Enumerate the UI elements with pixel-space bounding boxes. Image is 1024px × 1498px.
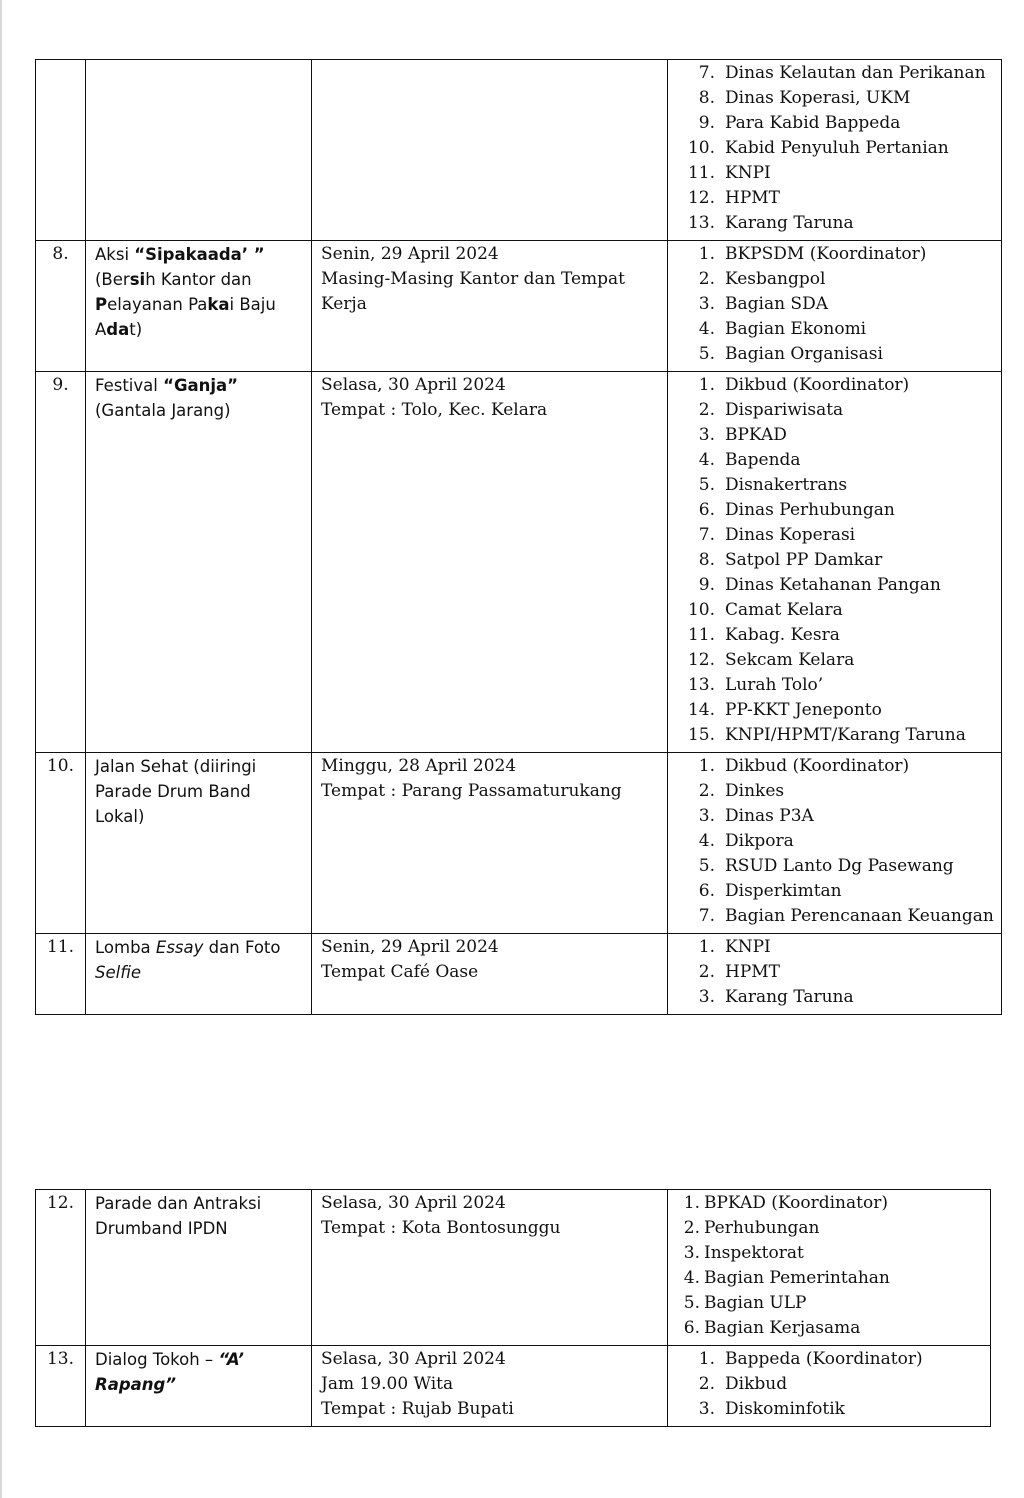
list-item-number: 1. xyxy=(698,1349,715,1369)
activity-cell xyxy=(86,934,312,1015)
list-item xyxy=(677,423,995,448)
list-item-number: 1. xyxy=(698,937,715,957)
list-item-number: 6. xyxy=(698,500,715,520)
row-number: 12. xyxy=(46,1193,75,1213)
list-item-label: Dinas P3A xyxy=(725,806,814,826)
list-item xyxy=(677,1241,984,1266)
time-place-line: Jam 19.00 Wita xyxy=(321,1374,454,1394)
list-item-label: Kabag. Kesra xyxy=(725,625,840,645)
list-item-number: 3. xyxy=(698,294,715,314)
list-item-number: 2. xyxy=(698,962,715,982)
executor-list xyxy=(677,1347,984,1422)
list-item-number: 5. xyxy=(698,344,715,364)
list-item-number: 2. xyxy=(698,1374,715,1394)
list-item xyxy=(677,1397,984,1422)
list-item xyxy=(677,86,995,111)
list-item-label: Perhubungan xyxy=(704,1218,820,1238)
list-item xyxy=(677,242,995,267)
activity-text: Dialog Tokoh – xyxy=(95,1350,219,1369)
list-item-number: 5. xyxy=(683,1293,700,1313)
list-item-label: KNPI xyxy=(725,937,771,957)
list-item xyxy=(677,373,995,398)
list-item-label: Bapenda xyxy=(725,450,801,470)
list-item-label: Dinas Koperasi xyxy=(725,525,856,545)
row-number-cell xyxy=(36,934,86,1015)
list-item-label: Dinas Perhubungan xyxy=(725,500,895,520)
list-item-label: Dinkes xyxy=(725,781,785,801)
list-item xyxy=(677,985,995,1010)
time-place-cell xyxy=(312,372,668,753)
list-item xyxy=(677,498,995,523)
executor-cell xyxy=(668,60,1002,241)
list-item-label: Lurah Tolo’ xyxy=(725,675,824,695)
list-item-label: BPKAD (Koordinator) xyxy=(704,1193,888,1213)
list-item-number: 8. xyxy=(698,88,715,108)
list-item-label: Bagian Ekonomi xyxy=(725,319,867,339)
list-item xyxy=(677,779,995,804)
table-row xyxy=(36,1346,991,1427)
list-item xyxy=(677,960,995,985)
list-item xyxy=(677,648,995,673)
list-item-number: 15. xyxy=(687,725,715,745)
time-place-line: Tempat : Tolo, Kec. Kelara xyxy=(321,400,548,420)
activity-text: Essay xyxy=(155,938,204,957)
list-item xyxy=(677,935,995,960)
list-item xyxy=(677,1372,984,1397)
list-item-label: Disperkimtan xyxy=(725,881,842,901)
row-number-cell xyxy=(36,1190,86,1346)
row-number: 11. xyxy=(46,937,75,957)
time-place-cell xyxy=(312,241,668,372)
list-item-number: 3. xyxy=(698,987,715,1007)
executor-list xyxy=(677,242,995,367)
list-item-number: 3. xyxy=(698,425,715,445)
list-item-label: Dinas Koperasi, UKM xyxy=(725,88,911,108)
activity-text: dan Foto xyxy=(203,938,286,957)
list-item-number: 12. xyxy=(687,188,715,208)
list-item xyxy=(677,698,995,723)
list-item xyxy=(677,598,995,623)
list-item-label: Bagian Organisasi xyxy=(725,344,883,364)
list-item-number: 7. xyxy=(698,63,715,83)
list-item xyxy=(677,1191,984,1216)
time-place-cell xyxy=(312,1346,668,1427)
list-item xyxy=(677,723,995,748)
list-item xyxy=(677,673,995,698)
list-item-number: 6. xyxy=(683,1318,700,1338)
list-item-number: 14. xyxy=(687,700,715,720)
list-item-number: 1. xyxy=(698,756,715,776)
executor-cell xyxy=(668,1190,991,1346)
table-row xyxy=(36,372,1002,753)
activity-text: P xyxy=(95,295,108,314)
list-item-label: Kabid Penyuluh Pertanian xyxy=(725,138,949,158)
executor-list xyxy=(677,935,995,1010)
list-item xyxy=(677,342,995,367)
activity-text: “Sipakaada’ ” xyxy=(134,245,265,264)
activity-text: elayanan Pa xyxy=(107,295,208,314)
list-item-label: Karang Taruna xyxy=(725,213,854,233)
row-number-cell xyxy=(36,753,86,934)
list-item xyxy=(677,904,995,929)
row-number-cell xyxy=(36,1346,86,1427)
time-place-line: Senin, 29 April 2024 xyxy=(321,937,499,957)
list-item-number: 2. xyxy=(698,781,715,801)
list-item-label: Bagian Kerjasama xyxy=(704,1318,861,1338)
time-place-line: Selasa, 30 April 2024 xyxy=(321,375,506,395)
list-item xyxy=(677,317,995,342)
activity-text: A xyxy=(95,320,107,339)
time-place-line: Selasa, 30 April 2024 xyxy=(321,1193,506,1213)
row-number: 10. xyxy=(46,756,75,776)
list-item xyxy=(677,1291,984,1316)
list-item-label: Disnakertrans xyxy=(725,475,848,495)
list-item xyxy=(677,473,995,498)
executor-list xyxy=(677,754,995,929)
table-row xyxy=(36,753,1002,934)
list-item xyxy=(677,623,995,648)
list-item xyxy=(677,548,995,573)
list-item-label: Dikbud (Koordinator) xyxy=(725,375,910,395)
activity-text: Parade dan Antraksi Drumband IPDN xyxy=(95,1194,267,1238)
list-item-number: 2. xyxy=(698,269,715,289)
activity-text: Selfie xyxy=(95,963,142,982)
table-row xyxy=(36,241,1002,372)
list-item-label: Kesbangpol xyxy=(725,269,826,289)
list-item xyxy=(677,523,995,548)
time-place-line: Selasa, 30 April 2024 xyxy=(321,1349,506,1369)
list-item-number: 4. xyxy=(698,319,715,339)
list-item-number: 8. xyxy=(698,550,715,570)
activity-cell xyxy=(86,241,312,372)
list-item xyxy=(677,111,995,136)
list-item-number: 10. xyxy=(687,138,715,158)
list-item-label: Dikbud (Koordinator) xyxy=(725,756,910,776)
list-item-label: BPKAD xyxy=(725,425,787,445)
list-item-number: 5. xyxy=(698,475,715,495)
list-item-label: Dikbud xyxy=(725,1374,788,1394)
list-item-number: 4. xyxy=(698,831,715,851)
time-place-cell xyxy=(312,60,668,241)
list-item xyxy=(677,186,995,211)
activity-cell xyxy=(86,753,312,934)
table-row xyxy=(36,60,1002,241)
list-item-number: 13. xyxy=(687,213,715,233)
list-item-label: Diskominfotik xyxy=(725,1399,845,1419)
list-item xyxy=(677,829,995,854)
activity-cell xyxy=(86,1346,312,1427)
time-place-line: Masing-Masing Kantor dan Tempat Kerja xyxy=(321,269,626,314)
list-item-label: Bagian SDA xyxy=(725,294,828,314)
activity-text: “A’ Rapang” xyxy=(95,1350,250,1394)
list-item-number: 7. xyxy=(698,525,715,545)
activity-text: Aksi xyxy=(95,245,135,264)
list-item-label: BKPSDM (Koordinator) xyxy=(725,244,927,264)
activity-text: ka xyxy=(207,295,230,314)
list-item-number: 7. xyxy=(698,906,715,926)
list-item-number: 9. xyxy=(698,575,715,595)
list-item-number: 11. xyxy=(687,163,715,183)
executor-cell xyxy=(668,372,1002,753)
list-item-number: 12. xyxy=(687,650,715,670)
list-item-label: Dikpora xyxy=(725,831,794,851)
time-place-line: Tempat : Rujab Bupati xyxy=(321,1399,514,1419)
list-item xyxy=(677,211,995,236)
list-item-number: 1. xyxy=(698,244,715,264)
list-item-number: 3. xyxy=(698,1399,715,1419)
activity-text: t) xyxy=(129,320,143,339)
list-item xyxy=(677,136,995,161)
page-edge xyxy=(0,0,2,1498)
list-item-label: Karang Taruna xyxy=(725,987,854,1007)
list-item-label: Para Kabid Bappeda xyxy=(725,113,901,133)
executor-cell xyxy=(668,1346,991,1427)
list-item xyxy=(677,804,995,829)
row-number: 8. xyxy=(52,244,69,264)
activity-cell xyxy=(86,372,312,753)
list-item-label: RSUD Lanto Dg Pasewang xyxy=(725,856,954,876)
list-item xyxy=(677,267,995,292)
activity-text: Lomba xyxy=(95,938,156,957)
list-item xyxy=(677,1316,984,1341)
list-item-label: Bagian Perencanaan Keuangan xyxy=(725,906,994,926)
activity-cell xyxy=(86,1190,312,1346)
list-item-number: 3. xyxy=(683,1243,700,1263)
list-item xyxy=(677,292,995,317)
list-item xyxy=(677,398,995,423)
activity-text: “Ganja” xyxy=(163,376,239,395)
row-number-cell xyxy=(36,241,86,372)
activity-text: Festival xyxy=(95,376,164,395)
activity-text: da xyxy=(106,320,130,339)
list-item-number: 4. xyxy=(698,450,715,470)
list-item xyxy=(677,161,995,186)
executor-list xyxy=(677,61,995,236)
list-item-label: KNPI/HPMT/Karang Taruna xyxy=(725,725,966,745)
list-item-label: HPMT xyxy=(725,188,781,208)
list-item-label: PP-KKT Jeneponto xyxy=(725,700,882,720)
list-item-label: Bagian Pemerintahan xyxy=(704,1268,890,1288)
list-item-label: KNPI xyxy=(725,163,771,183)
table-row xyxy=(36,934,1002,1015)
list-item-label: Sekcam Kelara xyxy=(725,650,855,670)
schedule-table-bottom xyxy=(35,1189,991,1427)
activity-text: Jalan Sehat (diiringi Parade Drum Band Lokal) xyxy=(95,757,262,826)
list-item-number: 2. xyxy=(698,400,715,420)
time-place-cell xyxy=(312,934,668,1015)
list-item xyxy=(677,448,995,473)
list-item-label: Bagian ULP xyxy=(704,1293,807,1313)
time-place-line: Minggu, 28 April 2024 xyxy=(321,756,517,776)
list-item-number: 9. xyxy=(698,113,715,133)
time-place-line: Tempat Café Oase xyxy=(321,962,479,982)
list-item xyxy=(677,1216,984,1241)
list-item xyxy=(677,1347,984,1372)
time-place-cell xyxy=(312,1190,668,1346)
list-item xyxy=(677,1266,984,1291)
activity-text: si xyxy=(129,270,146,289)
list-item-number: 5. xyxy=(698,856,715,876)
schedule-table-top xyxy=(35,59,1002,1015)
row-number: 13. xyxy=(46,1349,75,1369)
row-number-cell xyxy=(36,372,86,753)
list-item-label: Inspektorat xyxy=(704,1243,804,1263)
list-item xyxy=(677,854,995,879)
time-place-line: Tempat : Kota Bontosunggu xyxy=(321,1218,561,1238)
list-item-number: 6. xyxy=(698,881,715,901)
list-item-number: 10. xyxy=(687,600,715,620)
list-item-number: 4. xyxy=(683,1268,700,1288)
list-item-label: Bappeda (Koordinator) xyxy=(725,1349,923,1369)
executor-cell xyxy=(668,934,1002,1015)
time-place-line: Tempat : Parang Passamaturukang xyxy=(321,781,622,801)
executor-list xyxy=(677,373,995,748)
time-place-cell xyxy=(312,753,668,934)
activity-text: h Kantor dan xyxy=(145,270,257,289)
list-item xyxy=(677,754,995,779)
list-item-number: 11. xyxy=(687,625,715,645)
list-item xyxy=(677,61,995,86)
activity-text: (Gantala Jarang) xyxy=(95,376,244,420)
executor-list xyxy=(677,1191,984,1341)
list-item-number: 2. xyxy=(683,1218,700,1238)
list-item-number: 13. xyxy=(687,675,715,695)
list-item-label: Satpol PP Damkar xyxy=(725,550,883,570)
table-row xyxy=(36,1190,991,1346)
list-item-label: Camat Kelara xyxy=(725,600,843,620)
list-item-label: Dispariwisata xyxy=(725,400,844,420)
list-item xyxy=(677,879,995,904)
list-item-label: HPMT xyxy=(725,962,781,982)
row-number-cell xyxy=(36,60,86,241)
activity-cell xyxy=(86,60,312,241)
list-item-number: 1. xyxy=(698,375,715,395)
row-number: 9. xyxy=(52,375,69,395)
activity-text: i Baju xyxy=(229,295,282,314)
list-item-label: Dinas Kelautan dan Perikanan xyxy=(725,63,986,83)
list-item-number: 3. xyxy=(698,806,715,826)
list-item xyxy=(677,573,995,598)
list-item-number: 1. xyxy=(683,1193,700,1213)
executor-cell xyxy=(668,241,1002,372)
list-item-label: Dinas Ketahanan Pangan xyxy=(725,575,941,595)
activity-text: (Ber xyxy=(95,245,270,289)
executor-cell xyxy=(668,753,1002,934)
time-place-line: Senin, 29 April 2024 xyxy=(321,244,499,264)
